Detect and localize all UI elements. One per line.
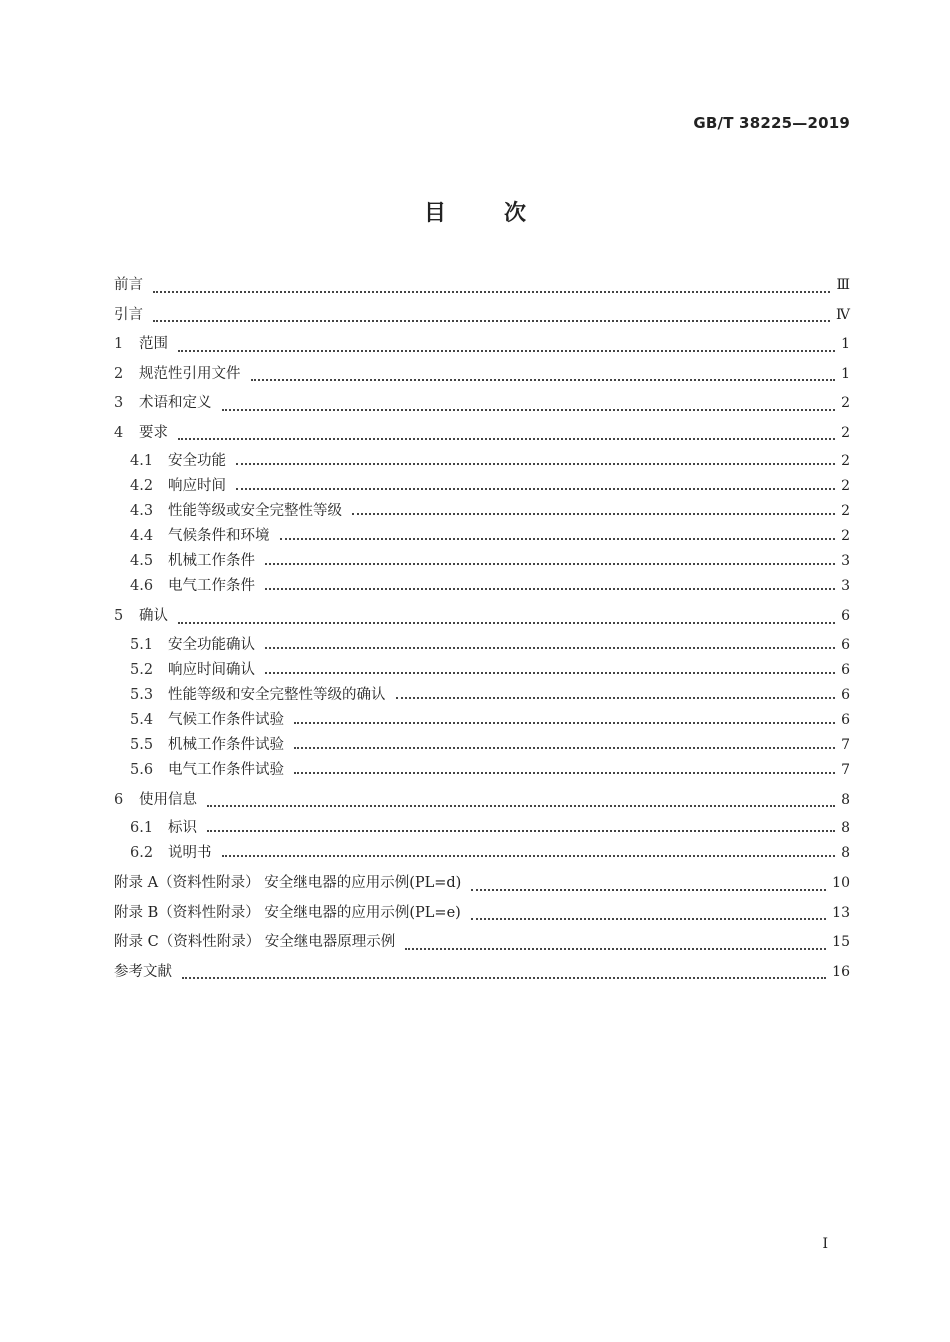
toc-entry-page: 7 [841,736,850,753]
dot-leader [280,538,836,540]
toc-entry-number: 4.3 [130,503,154,519]
dot-leader [207,830,835,832]
toc-entry-label: 机械工作条件试验 [168,736,284,753]
dot-leader [222,409,836,411]
dot-leader [251,379,836,381]
dot-leader [265,563,835,565]
dot-leader [153,291,830,293]
toc-entry[interactable] [114,929,850,959]
toc-entry[interactable] [114,870,850,900]
toc-entry-number: 5.3 [130,686,154,703]
toc-entry-label: 术语和定义 [139,395,212,411]
dot-leader [294,772,835,774]
dot-leader [178,438,835,440]
dot-leader [471,889,826,891]
toc-entry-label: 使用信息 [139,791,197,808]
toc-entry-label: 安全功能确认 [168,636,255,653]
toc-entry[interactable] [114,603,850,633]
toc-entry[interactable] [114,549,850,574]
dot-leader [236,488,835,490]
toc-entry[interactable] [114,787,850,817]
toc-entry[interactable] [114,959,850,989]
toc-entry[interactable] [114,331,850,361]
toc-entry-number: 3 [114,395,124,411]
toc-entry[interactable] [114,272,850,302]
toc-entry-number: 4 [114,424,124,441]
toc-entry-number: 5.2 [130,661,154,678]
toc-entry-page: 1 [841,336,850,352]
toc-entry-number: 6 [114,791,124,808]
dot-leader [265,672,835,674]
toc-entry[interactable] [114,390,850,420]
toc-entry-label: 说明书 [168,845,212,861]
toc-entry-page: 6 [841,636,850,653]
toc-entry[interactable] [114,708,850,733]
toc-entry-page: 2 [841,528,850,544]
toc-entry-label: 前言 [114,277,143,293]
toc-entry-page: 3 [841,553,850,569]
toc-entry-label: 附录 A（资料性附录） 安全继电器的应用示例(PL=d) [114,875,462,891]
toc-entry-label: 气候条件和环境 [168,528,270,544]
toc-entry[interactable] [114,841,850,866]
toc-entry-page: 8 [841,845,850,861]
toc-entry-number: 5.1 [130,636,154,653]
toc-entry[interactable] [114,900,850,930]
dot-leader [471,918,826,920]
toc-entry-page: 2 [841,503,850,519]
toc-entry-label: 附录 B（资料性附录） 安全继电器的应用示例(PL=e) [114,904,461,921]
toc-entry[interactable] [114,449,850,474]
toc-entry-label: 电气工作条件 [168,578,255,594]
toc-entry[interactable] [114,524,850,549]
dot-leader [405,948,826,950]
toc-entry-number: 6.2 [130,845,154,861]
standard-code: GB/T 38225—2019 [693,114,850,132]
toc-entry-page: 2 [841,424,850,441]
toc-entry-label: 电气工作条件试验 [168,761,284,778]
dot-leader [396,697,836,699]
toc-entry-label: 引言 [114,306,143,323]
toc-entry-number: 5.6 [130,761,154,778]
toc-entry-label: 确认 [139,608,168,624]
toc-entry-page: 16 [832,963,850,980]
toc-entry[interactable] [114,816,850,841]
toc-entry-page: 8 [841,791,850,808]
toc-entry-label: 范围 [139,336,168,352]
toc-entry-number: 4.1 [130,453,154,469]
page-title: 目次 [423,201,584,226]
toc-entry-label: 性能等级和安全完整性等级的确认 [168,686,386,703]
toc-entry-number: 5.4 [130,711,154,728]
toc-entry-page: 6 [841,661,850,678]
dot-leader [265,588,835,590]
toc-entry-number: 4.5 [130,553,154,569]
toc-entry[interactable] [114,302,850,332]
toc-entry-page: 10 [832,875,850,891]
toc-entry[interactable] [114,474,850,499]
toc-entry-page: Ⅳ [836,306,850,323]
toc-entry-number: 4.6 [130,578,154,594]
toc-entry-number: 1 [114,336,124,352]
toc-entry-label: 气候工作条件试验 [168,711,284,728]
toc-entry-page: 1 [841,365,850,382]
toc-entry-number: 5.5 [130,736,154,753]
toc-entry-number: 4.2 [130,478,154,494]
toc-entry-page: 6 [841,608,850,624]
toc-entry-page: 7 [841,761,850,778]
toc-entry-label: 标识 [168,820,197,836]
toc-entry[interactable] [114,733,850,758]
toc-entry-label: 规范性引用文件 [139,365,241,382]
toc-entry[interactable] [114,658,850,683]
dot-leader [207,805,835,807]
toc-entry-label: 参考文献 [114,963,172,980]
toc-entry-number: 6.1 [130,820,154,836]
toc-entry-label: 响应时间确认 [168,661,255,678]
toc-entry-label: 响应时间 [168,478,226,494]
toc-entry[interactable] [114,683,850,708]
toc-entry-page: Ⅲ [836,277,850,293]
dot-leader [178,622,835,624]
dot-leader [265,647,835,649]
toc-entry-number: 2 [114,365,124,382]
toc-entry[interactable] [114,574,850,599]
toc-entry-page: 2 [841,478,850,494]
toc-entry[interactable] [114,361,850,391]
toc-entry-label: 性能等级或安全完整性等级 [168,503,342,519]
toc-entry-label: 安全功能 [168,453,226,469]
toc-entry-number: 4.4 [130,528,154,544]
toc-entry-page: 13 [832,904,850,921]
dot-leader [178,350,835,352]
dot-leader [153,320,830,322]
dot-leader [294,722,835,724]
toc-entry-page: 6 [841,686,850,703]
toc-entry[interactable] [114,633,850,658]
toc-entry-page: 6 [841,711,850,728]
toc-entry-page: 2 [841,395,850,411]
dot-leader [352,513,835,515]
dot-leader [294,747,835,749]
toc-entry-label: 机械工作条件 [168,553,255,569]
dot-leader [222,855,836,857]
table-of-contents [114,272,850,988]
toc-entry-page: 8 [841,820,850,836]
toc-entry[interactable] [114,499,850,524]
dot-leader [236,463,835,465]
toc-entry-page: 15 [832,934,850,950]
page-number: I [822,1236,828,1252]
toc-entry[interactable] [114,758,850,783]
toc-entry-label: 附录 C（资料性附录） 安全继电器原理示例 [114,934,396,950]
toc-entry[interactable] [114,420,850,450]
dot-leader [182,977,826,979]
toc-entry-number: 5 [114,608,124,624]
toc-entry-label: 要求 [139,424,168,441]
toc-entry-page: 2 [841,453,850,469]
toc-entry-page: 3 [841,578,850,594]
